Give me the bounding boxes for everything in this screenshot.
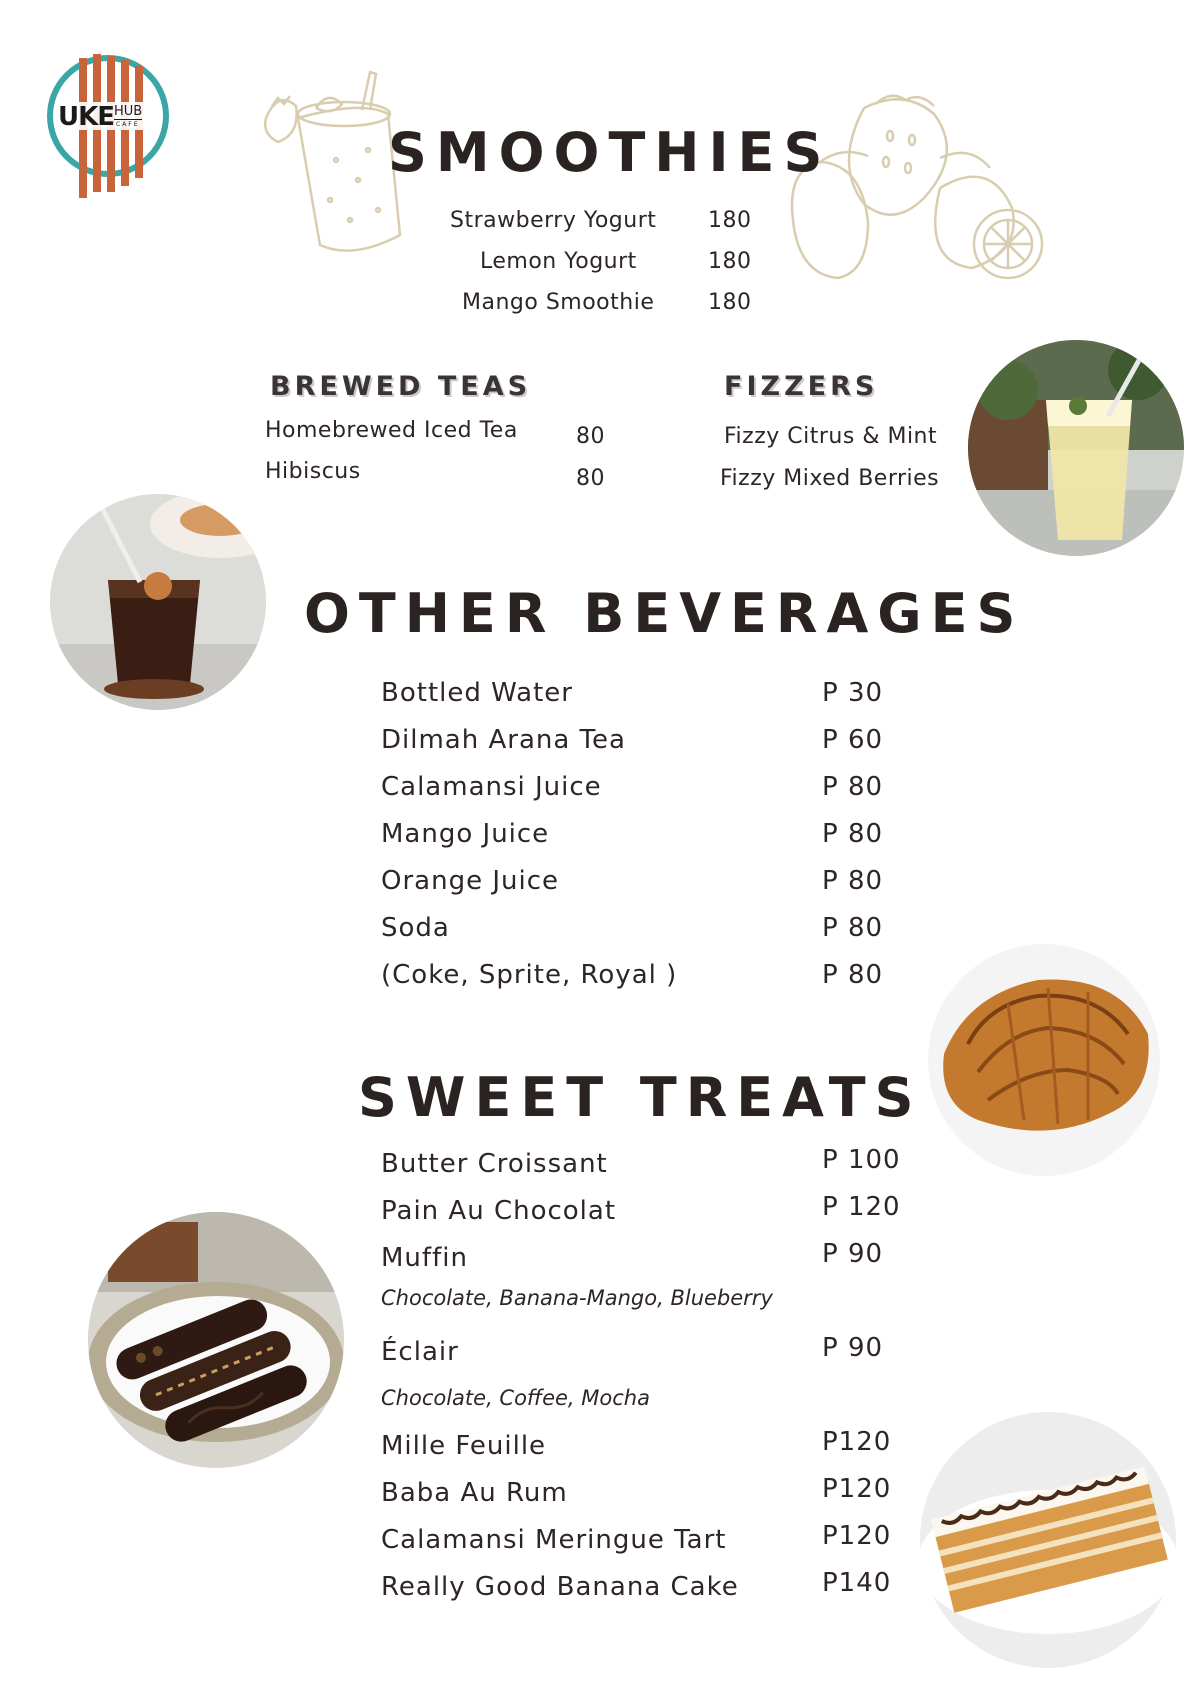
beverage-item-name: Mango Juice [381,819,550,849]
brewed-teas-title: BREWED TEAS [270,371,532,402]
logo-text: UKE [58,102,115,132]
treat-item-price: P140 [822,1568,892,1598]
treat-item-name: Calamansi Meringue Tart [381,1525,727,1555]
iced-tea-photo [50,494,266,710]
treat-item-name: Baba Au Rum [381,1478,568,1508]
mille-feuille-photo [920,1412,1176,1668]
beverage-item-price: P 80 [822,819,884,849]
treat-item-name: Really Good Banana Cake [381,1572,739,1602]
smoothie-item-name: Mango Smoothie [462,290,655,315]
smoothies-title: SMOOTHIES [388,121,832,184]
beverage-item-name: Bottled Water [381,678,573,708]
eclair-photo [88,1212,344,1468]
beverage-item-name: (Coke, Sprite, Royal ) [381,960,678,990]
treat-item-price: P120 [822,1474,892,1504]
beverage-item-price: P 30 [822,678,884,708]
beverage-item-price: P 80 [822,960,884,990]
treat-item-price: P120 [822,1521,892,1551]
beverage-item-price: P 80 [822,913,884,943]
cafe-logo [44,50,172,198]
croissant-photo [928,944,1160,1176]
beverage-item-price: P 80 [822,866,884,896]
beverage-item-name: Dilmah Arana Tea [381,725,626,755]
treat-item-name: Muffin [381,1243,468,1273]
beverage-item-name: Calamansi Juice [381,772,602,802]
logo-text-tiny: CAFE [116,121,140,128]
tea-item-name: Homebrewed Iced Tea [265,418,518,443]
treat-item-price: P 120 [822,1192,901,1222]
treat-item-name: Éclair [381,1337,459,1367]
logo-text-small: HUB [114,104,143,119]
smoothie-item-price: 180 [708,249,752,274]
treat-item-name: Pain Au Chocolat [381,1196,617,1226]
treat-item-price: P 90 [822,1239,884,1269]
smoothie-item-name: Strawberry Yogurt [450,208,657,233]
treat-item-price: P 90 [822,1333,884,1363]
beverage-item-price: P 80 [822,772,884,802]
beverage-item-name: Soda [381,913,450,943]
beverage-item-price: P 60 [822,725,884,755]
treat-item-price: P120 [822,1427,892,1457]
treat-item-name: Butter Croissant [381,1149,608,1179]
tea-item-name: Hibiscus [265,459,361,484]
smoothie-item-price: 180 [708,290,752,315]
treat-item-name: Mille Feuille [381,1431,547,1461]
smoothie-item-price: 180 [708,208,752,233]
other-beverages-title: OTHER BEVERAGES [304,582,1025,645]
tea-item-price: 80 [576,424,605,449]
treat-item-note: Chocolate, Coffee, Mocha [381,1386,650,1410]
fizzer-item: Fizzy Mixed Berries [720,466,940,491]
fizzer-item: Fizzy Citrus & Mint [724,424,938,449]
smoothie-item-name: Lemon Yogurt [480,249,637,274]
beverage-item-name: Orange Juice [381,866,559,896]
tea-item-price: 80 [576,466,605,491]
fizzers-title: FIZZERS [724,371,879,402]
sweet-treats-title: SWEET TREATS [358,1066,923,1129]
treat-item-price: P 100 [822,1145,901,1175]
fizzy-drink-photo [968,340,1184,556]
fruit-sketch [790,88,1070,308]
treat-item-note: Chocolate, Banana-Mango, Blueberry [381,1286,773,1310]
